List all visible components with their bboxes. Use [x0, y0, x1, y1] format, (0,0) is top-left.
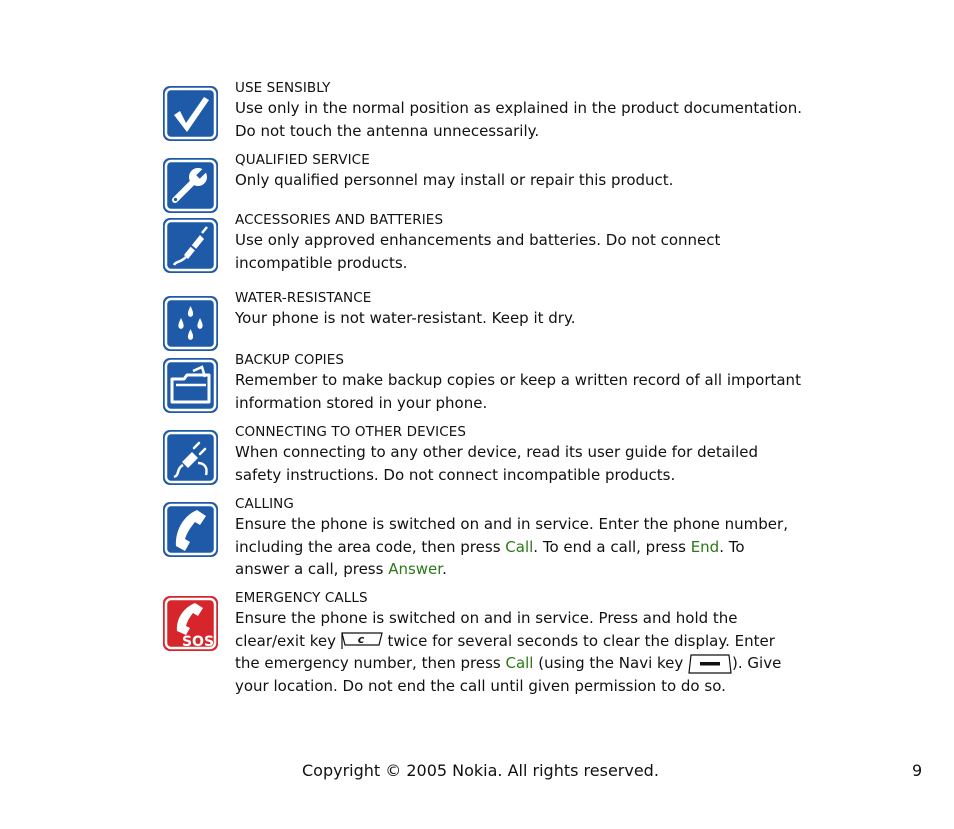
call-key-label: Call: [505, 537, 534, 556]
section-text: [235, 352, 802, 414]
section-body: Remember to make backup copies or keep a written record of all important information stored in your phone.: [235, 371, 801, 412]
page-number: 9: [912, 761, 923, 780]
navi-key-icon: [688, 654, 732, 672]
section-body: [235, 513, 802, 581]
section-heading: CONNECTING TO OTHER DEVICES: [235, 424, 467, 440]
body-text: twice for several seconds to clear the display. Enter the emergency number, then press: [235, 631, 775, 672]
section-text: [235, 152, 802, 192]
section-heading: WATER-RESISTANCE: [235, 290, 372, 306]
section-body: Only qualified personnel may install or repair this product.: [235, 171, 674, 189]
section-heading: BACKUP COPIES: [235, 352, 345, 368]
section-text: [235, 496, 802, 581]
section-heading: ACCESSORIES AND BATTERIES: [235, 212, 444, 228]
body-text: . To answer a call, press: [235, 537, 745, 578]
body-text: Ensure the phone is switched on and in service. Press and hold the clear/exit key: [235, 609, 738, 650]
call-key-label: Call: [505, 654, 534, 672]
body-text: .: [442, 560, 447, 578]
clear-key-label: c: [357, 632, 365, 646]
body-text: Ensure the phone is switched on and in service. Enter the phone number, including the area code, then press: [235, 515, 788, 556]
plug-cable-icon: [162, 217, 219, 274]
section-body: Use only in the normal position as explained in the product documentation. Do not touch the antenna unnecessarily.: [235, 99, 802, 140]
section-heading: EMERGENCY CALLS: [235, 590, 368, 606]
answer-key-label: Answer: [388, 560, 443, 578]
water-drops-icon: [162, 295, 219, 352]
folder-icon: [162, 357, 219, 414]
section-heading: CALLING: [235, 496, 294, 512]
section-text: [235, 80, 802, 142]
section-body: [235, 607, 802, 697]
connector-icon: [162, 429, 219, 486]
section-text: [235, 212, 802, 274]
section-body: When connecting to any other device, read its user guide for detailed safety instructions. Do not connect incompatible products.: [235, 443, 758, 484]
sos-phone-icon: [162, 595, 219, 652]
body-text: . To end a call, press: [533, 537, 691, 556]
section-text: [235, 290, 802, 330]
end-key-label: End: [690, 537, 720, 556]
sos-label: SOS: [181, 634, 215, 650]
section-text: [235, 590, 802, 697]
clear-key-icon: [341, 632, 383, 650]
checkmark-icon: [162, 85, 219, 142]
body-text: (using the Navi key: [533, 654, 689, 672]
section-heading: USE SENSIBLY: [235, 80, 331, 96]
section-text: [235, 424, 802, 486]
body-text: ). Give your location. Do not end the call until given permission to do so.: [235, 654, 782, 695]
section-heading: QUALIFIED SERVICE: [235, 152, 370, 168]
wrench-icon: [162, 157, 219, 214]
phone-handset-icon: [162, 501, 219, 558]
section-body: Use only approved enhancements and batteries. Do not connect incompatible products.: [235, 231, 721, 272]
copyright-notice: Copyright © 2005 Nokia. All rights reserved.: [302, 761, 659, 780]
section-body: Your phone is not water-resistant. Keep it dry.: [235, 309, 576, 327]
